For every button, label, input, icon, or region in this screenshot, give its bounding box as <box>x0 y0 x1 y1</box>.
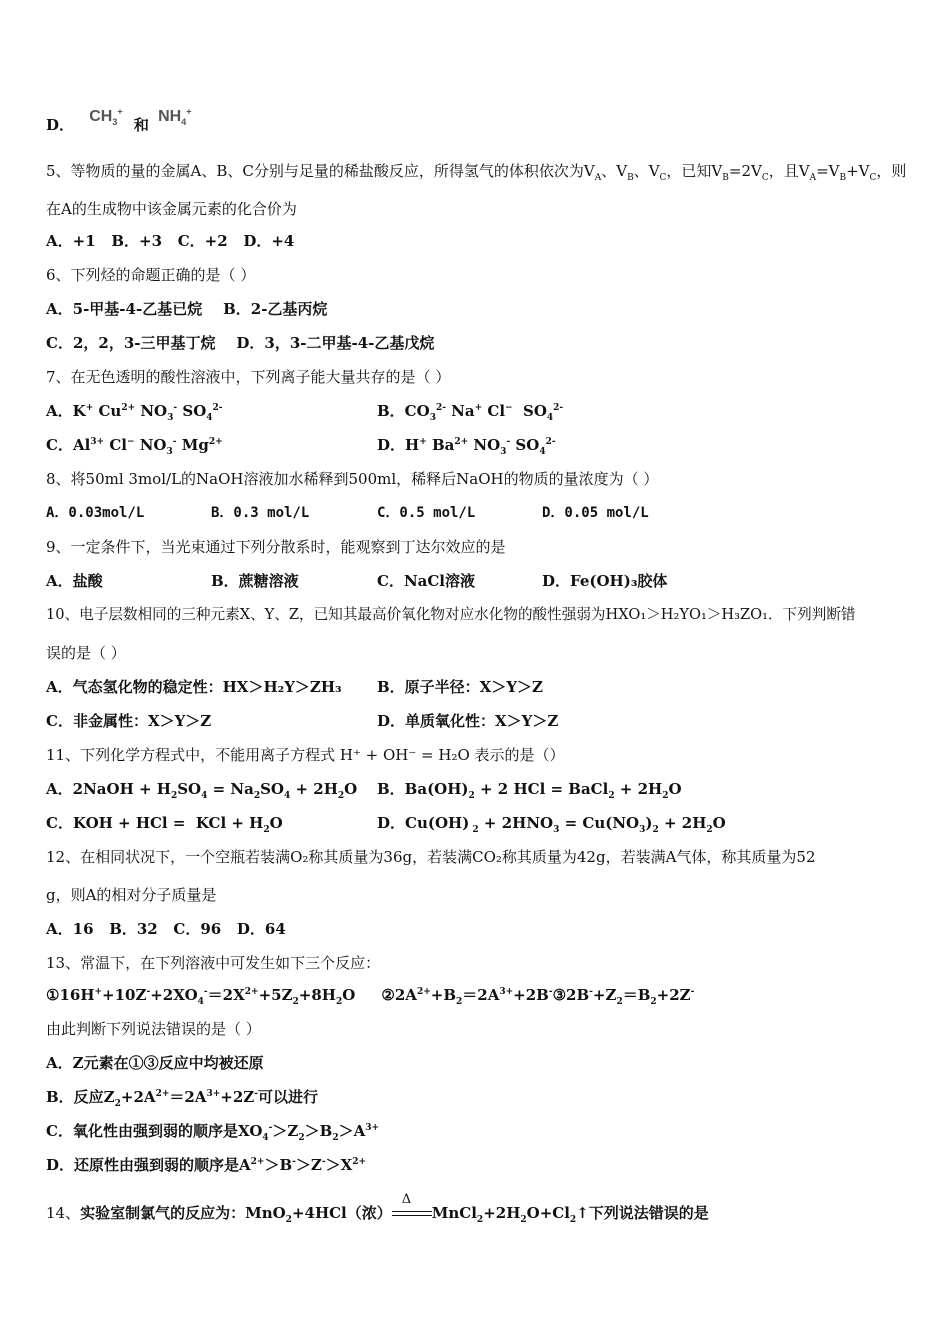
q7-option-b: B．$CO_3^{2-}$ Na+ Cl− $SO_4^{2-}$ <box>377 402 564 423</box>
q6-option-c: C．2，2，3-三甲基丁烷 <box>46 334 216 352</box>
q6-option-b: B．2-乙基丙烷 <box>223 300 328 318</box>
q7-stem: 7、在无色透明的酸性溶液中，下列离子能大量共存的是（ ） <box>46 368 451 386</box>
q6-option-d: D．3，3-二甲基-4-乙基戊烷 <box>236 334 435 352</box>
heating-equals-sign <box>392 1192 432 1219</box>
q11-option-d: D．Cu(OH) $_2 + 2HNO_3 = Cu(NO_3)_2 + 2H_2O$ <box>377 814 726 835</box>
ch3-ion: $CH_3^+$ <box>89 106 123 128</box>
q12-options <box>46 918 286 940</box>
q4-option-d <box>46 106 192 137</box>
q9-option-a: A．盐酸 <box>46 572 103 590</box>
q13-option-a: A．Z元素在①③反应中均被还原 <box>46 1054 264 1072</box>
q4-option-d-label: D． <box>46 116 75 134</box>
q8-option-c: C．0.5 mol/L <box>377 505 476 521</box>
q10-option-d: D．单质氧化性：X＞Y＞Z <box>377 712 559 730</box>
q12-option-b: B．32 <box>109 920 158 938</box>
q11-stem: 11、下列化学方程式中，不能用离子方程式 H⁺ + OH⁻ = H₂O 表示的是（） <box>46 746 565 764</box>
q7-options-ab <box>46 400 906 422</box>
q5-stem-line2: 在A的生成物中该金属元素的化合价为 <box>46 200 297 218</box>
q13-stem: 13、常温下，在下列溶液中可发生如下三个反应： <box>46 954 381 972</box>
q13-reactions: $①16H^++10Z^-+2XO_4^-=2X^{2+}+5Z_2+8H_2O$ $②2A^{2+}+B_2=2A^{3+}+2B^-③2B^-+Z_2=B_2+2Z^-$ <box>46 986 695 1007</box>
q10-stem-line2: 误的是（ ） <box>46 644 126 662</box>
q7-options-cd <box>46 434 906 456</box>
delta-symbol: Δ <box>401 1192 412 1207</box>
q14-stem <box>46 1192 709 1225</box>
q5-option-c: C．+2 <box>177 232 228 250</box>
q5-stem-line1: 5、等物质的量的金属A、B、C分别与足量的稀盐酸反应，所得氢气的体积依次为$V_A$、$V_B$、$V_C$，已知$V_B=2V_C$，且$V_A=V_B+V_C$，则 <box>46 162 907 183</box>
q10-option-c: C．非金属性：X＞Y＞Z <box>46 712 212 730</box>
q8-option-b: B．0.3 mol/L <box>211 505 310 521</box>
q11-option-b: B．$Ba(OH)_2 + 2$ HCl = BaCl$_2$ + $2H_2O$ <box>377 780 682 801</box>
q10-option-b: B．原子半径：X＞Y＞Z <box>377 678 543 696</box>
q13-option-b: B．反应$Z_2+2A^{2+}=2A^{3+}+2Z^-$可以进行 <box>46 1088 318 1109</box>
q9-option-d: D．Fe(OH)₃胶体 <box>542 572 668 590</box>
q13-option-d: D．还原性由强到弱的顺序是$A^{2+}>B^->Z^->X^{2+}$ <box>46 1156 367 1174</box>
nh4-ion: $NH_4^+$ <box>158 106 192 128</box>
q5-option-b: B．+3 <box>111 232 163 250</box>
q12-option-c: C．96 <box>173 920 222 938</box>
q10-option-a: A．气态氢化物的稳定性：HX＞H₂Y＞ZH₃ <box>46 678 342 696</box>
q12-stem-line1: 12、在相同状况下，一个空瓶若装满O₂称其质量为36g，若装满CO₂称其质量为42g，若装满A气体，称其质量为52 <box>46 848 816 866</box>
q12-option-a: A．16 <box>46 920 94 938</box>
q8-option-d: D．0.05 mol/L <box>542 505 649 521</box>
q7-option-d: D．H+ $Ba^{2+}$ $NO_3^-$ $SO_4^{2-}$ <box>377 436 556 457</box>
q6-options-cd <box>46 332 434 354</box>
q9-option-b: B．蔗糖溶液 <box>211 572 299 590</box>
q6-stem: 6、下列烃的命题正确的是（ ） <box>46 266 256 284</box>
q8-option-a: A．0.03mol/L <box>46 505 145 521</box>
q6-option-a: A．5-甲基-4-乙基已烷 <box>46 300 203 318</box>
q7-option-c: C．$Al^{3+}$ Cl− $NO_3^-$ $Mg^{2+}$ <box>46 436 223 457</box>
q11-option-c: C．KOH + HCl = KCl + $H_2O$ <box>46 814 283 835</box>
q10-stem-line1: 10、电子层数相同的三种元素X、Y、Z，已知其最高价氧化物对应水化物的酸性强弱为HXO₁＞H₂YO₁＞H₃ZO₁．下列判断错 <box>46 606 856 623</box>
q5-options <box>46 230 294 252</box>
q14-pre: 实验室制氯气的反应为：MnO$_2$+4HCl（浓） <box>80 1204 392 1225</box>
q5-option-d: D．+4 <box>243 232 295 250</box>
q9-option-c: C．NaCl溶液 <box>377 572 476 590</box>
q9-stem: 9、一定条件下，当光束通过下列分散系时，能观察到丁达尔效应的是 <box>46 538 506 556</box>
q13-ask: 由此判断下列说法错误的是（ ） <box>46 1020 261 1038</box>
q8-stem: 8、将50ml 3mol/L的NaOH溶液加水稀释到500ml，稀释后NaOH的物质的量浓度为（ ） <box>46 470 659 488</box>
q12-option-d: D．64 <box>236 920 286 938</box>
q4-join: 和 <box>133 116 149 134</box>
q5-option-a: A．+1 <box>46 232 96 250</box>
q14-post: $MnCl_2+2H_2O+Cl_2↑$下列说法错误的是 <box>431 1204 709 1225</box>
q14-number: 14、 <box>46 1204 81 1222</box>
q6-options-ab <box>46 298 327 320</box>
q13-option-c: C．氧化性由强到弱的顺序是$XO_4^->Z_2>B_2>A^{3+}$ <box>46 1122 380 1143</box>
q11-option-a: A．2NaOH + $H_2SO_4 = Na_2SO_4 + 2H_2O$ <box>46 780 358 801</box>
q7-option-a: A．K+ $Cu^{2+}$ $NO_3^-$ $SO_4^{2-}$ <box>46 402 223 423</box>
q12-stem-line2: g，则A的相对分子质量是 <box>46 886 217 904</box>
